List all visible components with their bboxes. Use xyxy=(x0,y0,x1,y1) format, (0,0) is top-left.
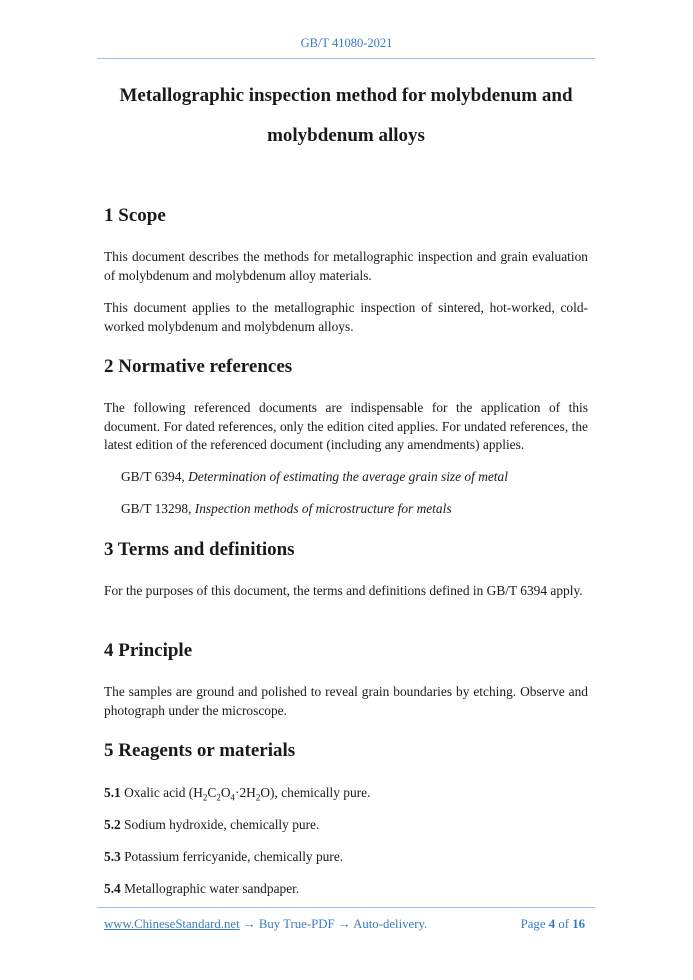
normative-paragraph: The following referenced documents are indispensable for the application of this document. For dated references, only the edition cited applies. For undated references, the latest edition of the referenced document (including any amendments) applies. xyxy=(104,400,588,452)
section-heading-normative: 2 Normative references xyxy=(104,356,293,377)
title-line-1: Metallographic inspection method for molybdenum and xyxy=(119,85,573,106)
reagent-number: 5.3 xyxy=(104,849,121,864)
footer-promo xyxy=(104,917,427,932)
scope-paragraph-2: This document applies to the metallographic inspection of sintered, hot-worked, cold-worked molybdenum and molybdenum alloys. xyxy=(104,300,588,334)
terms-paragraph: For the purposes of this document, the terms and definitions defined in GB/T 6394 apply. xyxy=(104,583,583,598)
reference-item xyxy=(121,468,508,486)
reagent-item-5-2: 5.2 Sodium hydroxide, chemically pure. xyxy=(104,817,320,832)
reference-title: Determination of estimating the average grain size of metal xyxy=(188,469,508,484)
reagent-number: 5.1 xyxy=(104,785,121,800)
header-doc-code: GB/T 41080-2021 xyxy=(300,36,393,50)
footer-promo-text: → Buy True-PDF → Auto-delivery. xyxy=(239,917,428,931)
reagent-item-5-3: 5.3 Potassium ferricyanide, chemically pure. xyxy=(104,849,344,864)
total-page-count: 16 xyxy=(572,917,585,931)
reagent-item-5-1: 5.1 Oxalic acid $(H_2C_2O_4\cdot 2H_2O)$, chemically pure. xyxy=(104,785,371,803)
footer-divider xyxy=(97,907,595,908)
section-heading-reagents: 5 Reagents or materials xyxy=(104,740,296,761)
reagent-number: 5.2 xyxy=(104,817,121,832)
section-heading-terms: 3 Terms and definitions xyxy=(104,539,295,560)
principle-paragraph: The samples are ground and polished to reveal grain boundaries by etching. Observe and photograph under the microscope. xyxy=(104,684,588,718)
section-heading-principle: 4 Principle xyxy=(104,640,193,661)
document-title xyxy=(97,76,595,156)
reagent-item-5-4: 5.4 Metallographic water sandpaper. xyxy=(104,881,300,896)
scope-paragraph-1: This document describes the methods for metallographic inspection and grain evaluation of molybdenum and molybdenum alloy materials. xyxy=(104,249,588,283)
reference-item xyxy=(121,500,452,518)
footer-website-link[interactable]: www.ChineseStandard.net xyxy=(104,917,240,931)
current-page-number: 4 xyxy=(548,917,556,931)
reference-title: Inspection methods of microstructure for metals xyxy=(194,501,452,516)
footer-page-indicator: Page 4 of 16 xyxy=(520,917,585,931)
reagent-number: 5.4 xyxy=(104,881,121,896)
reference-code: GB/T 6394, xyxy=(121,469,189,484)
reference-code: GB/T 13298, xyxy=(121,501,195,516)
title-line-2: molybdenum alloys xyxy=(267,125,425,146)
header-divider xyxy=(97,58,595,59)
section-heading-scope: 1 Scope xyxy=(104,205,166,226)
